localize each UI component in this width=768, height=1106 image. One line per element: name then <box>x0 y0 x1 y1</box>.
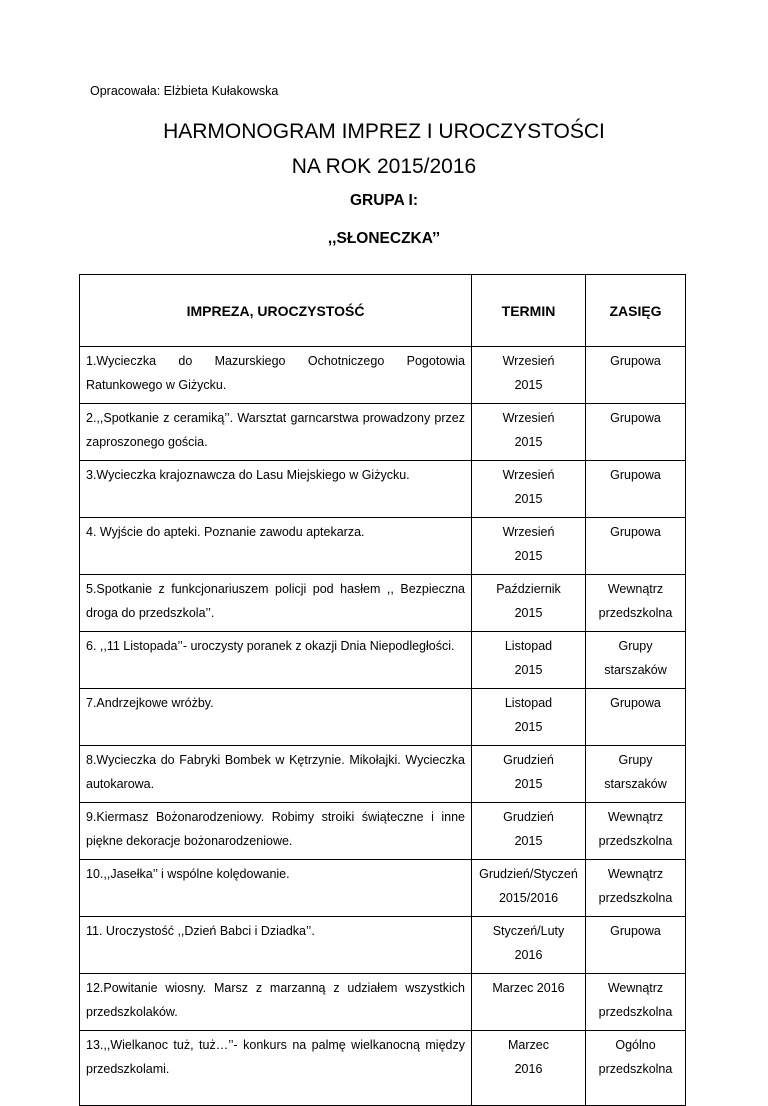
term-cell <box>472 632 586 689</box>
term-cell <box>472 689 586 746</box>
table-row <box>80 1031 686 1106</box>
event-cell: 6. ,,11 Listopada’’- uroczysty poranek z okazji Dnia Niepodległości. <box>80 632 472 689</box>
term-line: Grudzień <box>503 753 554 767</box>
term-line: Wrzesień <box>502 525 555 539</box>
event-cell: 1.Wycieczka do Mazurskiego Ochotniczego Pogotowia Ratunkowego w Giżycku. <box>80 347 472 404</box>
term-line: Marzec <box>508 1038 549 1052</box>
term-line: Wrzesień <box>502 354 555 368</box>
scope-line: przedszkolna <box>598 834 673 848</box>
term-line: 2015 <box>514 549 543 563</box>
author-line: Opracowała: Elżbieta Kułakowska <box>90 84 279 98</box>
term-line: Styczeń/Luty <box>492 924 565 938</box>
scope-line: przedszkolna <box>598 1005 673 1019</box>
table-row <box>80 518 686 575</box>
scope-cell <box>586 917 686 974</box>
scope-line: przedszkolna <box>598 891 673 905</box>
scope-line: Grupy <box>618 753 653 767</box>
term-cell <box>472 575 586 632</box>
term-line: 2015/2016 <box>498 891 559 905</box>
scope-cell <box>586 575 686 632</box>
scope-cell <box>586 1031 686 1106</box>
scope-line: Ogólno <box>615 1038 656 1052</box>
table-row <box>80 404 686 461</box>
event-cell: 10.,,Jasełka’’ i wspólne kolędowanie. <box>80 860 472 917</box>
scope-line: starszaków <box>604 777 667 791</box>
document-title: HARMONOGRAM IMPREZ I UROCZYSTOŚCI <box>163 120 605 143</box>
table-row <box>80 461 686 518</box>
scope-line: Wewnątrz <box>607 810 664 824</box>
group-name: ,,SŁONECZKA’’ <box>327 230 441 247</box>
scope-cell <box>586 974 686 1031</box>
term-line: Grudzień <box>503 810 554 824</box>
scope-line: Wewnątrz <box>607 582 664 596</box>
table-header-row <box>80 275 686 347</box>
table-row <box>80 746 686 803</box>
term-cell <box>472 746 586 803</box>
scope-line: Wewnątrz <box>607 981 664 995</box>
term-cell <box>472 917 586 974</box>
scope-line: Grupy <box>618 639 653 653</box>
scope-line: starszaków <box>604 663 667 677</box>
scope-line: przedszkolna <box>598 606 673 620</box>
event-cell: 12.Powitanie wiosny. Marsz z marzanną z udziałem wszystkich przedszkolaków. <box>80 974 472 1031</box>
term-cell <box>472 461 586 518</box>
term-cell <box>472 860 586 917</box>
event-cell: 3.Wycieczka krajoznawcza do Lasu Miejskiego w Giżycku. <box>80 461 472 518</box>
term-cell <box>472 974 586 1031</box>
scope-cell <box>586 803 686 860</box>
term-cell <box>472 347 586 404</box>
term-line: 2015 <box>514 777 543 791</box>
header-term: TERMIN <box>472 275 586 347</box>
table-row <box>80 632 686 689</box>
term-line: Marzec 2016 <box>492 981 565 995</box>
term-line: Grudzień/Styczeń <box>479 867 578 881</box>
scope-line: Grupowa <box>610 525 661 539</box>
scope-line: Grupowa <box>610 924 661 938</box>
term-line: 2015 <box>514 663 543 677</box>
term-line: Wrzesień <box>502 411 555 425</box>
term-line: 2015 <box>514 834 543 848</box>
table-row <box>80 974 686 1031</box>
term-line: 2015 <box>514 378 543 392</box>
schedule-table <box>79 274 686 1106</box>
event-cell: 8.Wycieczka do Fabryki Bombek w Kętrzynie. Mikołajki. Wycieczka autokarowa. <box>80 746 472 803</box>
scope-cell <box>586 518 686 575</box>
term-line: Listopad <box>504 639 553 653</box>
scope-cell <box>586 347 686 404</box>
term-line: 2015 <box>514 606 543 620</box>
document-subtitle-year: NA ROK 2015/2016 <box>291 155 477 178</box>
scope-cell <box>586 746 686 803</box>
term-line: 2016 <box>514 948 543 962</box>
scope-cell <box>586 860 686 917</box>
table-row <box>80 689 686 746</box>
scope-cell <box>586 404 686 461</box>
header-scope: ZASIĘG <box>586 275 686 347</box>
table-row <box>80 917 686 974</box>
scope-line: Grupowa <box>610 468 661 482</box>
term-line: 2015 <box>514 435 543 449</box>
event-cell: 13.,,Wielkanoc tuż, tuż…’’- konkurs na palmę wielkanocną między przedszkolami. <box>80 1031 472 1106</box>
scope-line: Wewnątrz <box>607 867 664 881</box>
event-cell: 5.Spotkanie z funkcjonariuszem policji pod hasłem ,, Bezpieczna droga do przedszkola’’. <box>80 575 472 632</box>
scope-cell <box>586 461 686 518</box>
term-cell <box>472 518 586 575</box>
event-cell: 9.Kiermasz Bożonarodzeniowy. Robimy stroiki świąteczne i inne piękne dekoracje bożonarodzeniowe. <box>80 803 472 860</box>
scope-cell <box>586 689 686 746</box>
scope-cell <box>586 632 686 689</box>
term-cell <box>472 1031 586 1106</box>
table-row <box>80 803 686 860</box>
table-row <box>80 860 686 917</box>
term-line: Listopad <box>504 696 553 710</box>
header-event: IMPREZA, UROCZYSTOŚĆ <box>80 275 472 347</box>
event-cell: 4. Wyjście do apteki. Poznanie zawodu aptekarza. <box>80 518 472 575</box>
term-line: 2016 <box>514 1062 543 1076</box>
term-line: Październik <box>496 582 561 596</box>
event-cell: 11. Uroczystość ,,Dzień Babci i Dziadka’’. <box>80 917 472 974</box>
table-row <box>80 347 686 404</box>
event-cell: 2.,,Spotkanie z ceramiką’’. Warsztat garncarstwa prowadzony przez zaproszonego gościa. <box>80 404 472 461</box>
term-line: 2015 <box>514 492 543 506</box>
event-cell: 7.Andrzejkowe wróżby. <box>80 689 472 746</box>
group-label: GRUPA I: <box>349 192 419 209</box>
scope-line: Grupowa <box>610 696 661 710</box>
scope-line: przedszkolna <box>598 1062 673 1076</box>
term-line: 2015 <box>514 720 543 734</box>
scope-line: Grupowa <box>610 354 661 368</box>
term-cell <box>472 803 586 860</box>
term-cell <box>472 404 586 461</box>
table-row <box>80 575 686 632</box>
scope-line: Grupowa <box>610 411 661 425</box>
term-line: Wrzesień <box>502 468 555 482</box>
